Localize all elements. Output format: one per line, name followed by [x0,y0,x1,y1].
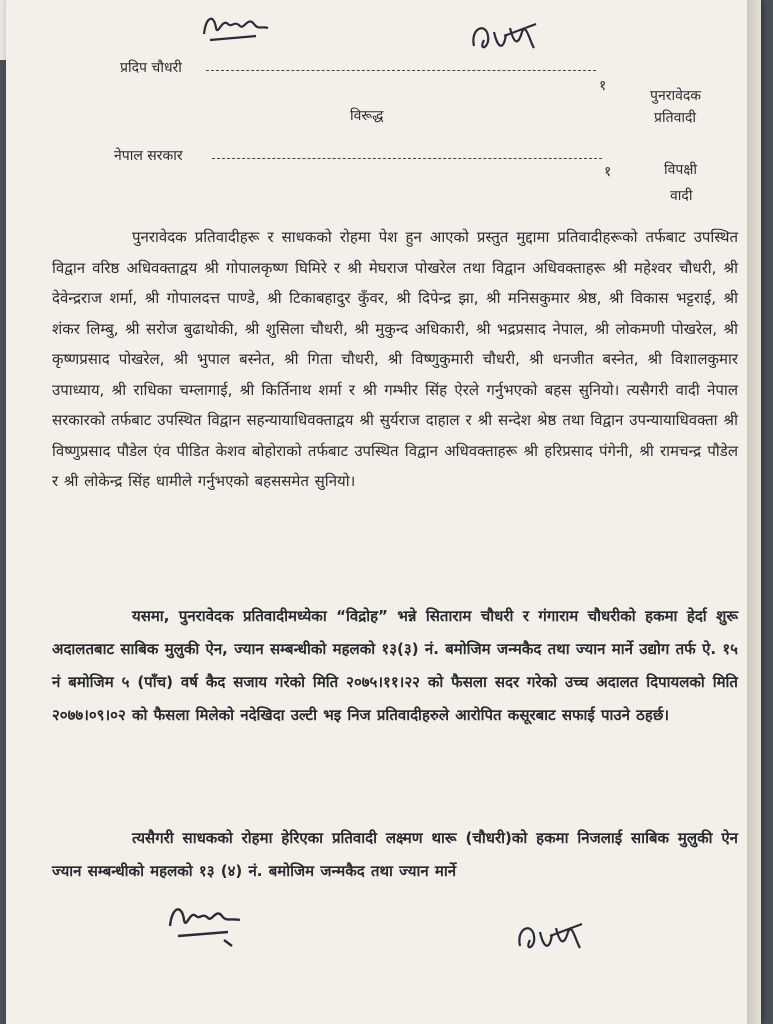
respondent-name: नेपाल सरकार [114,148,183,164]
respondent-mark: १ [604,164,612,180]
page-edge [747,0,761,1024]
paragraph-3: त्यसैगरी साधकको रोहमा हेरिएका प्रतिवादी लक्ष्मण थारू (चौधरी)को हकमा निजलाई साबिक मुलुकी ऐन ज्यान सम्बन्धीको महलको १३ (४) नं. बमोजिम जन्मकैद तथा ज्यान मार्ने [52,829,738,880]
appellant-role-1: पुनरावेदक [650,88,702,104]
signature-top-left [196,6,276,48]
dash-line-1 [206,70,596,71]
paragraph-2: यसमा, पुनरावेदक प्रतिवादीमध्येका “विद्रोह” भन्ने सिताराम चौधरी र गंगाराम चौधरीको हकमा हेर्दा शुरू अदालतबाट साबिक मुलुकी ऐन, ज्यान सम्बन्धीको महलको १३(३) नं. बमोजिम जन्मकैद तथा ज्यान मार्ने उद्योग तर्फ ऐ. १५ नं बमोजिम ५ (पाँच) वर्ष कैद सजाय गरेको मिति २०७५।११।२२ को फैसला सदर गरेको उच्च अदालत दिपायलको मिति २०७७।०९।०२ को फैसला मिलेको नदेखिदा उल्टी भइ निज प्रतिवादीहरुले आरोपित कसूरबाट सफाई पाउने ठहर्छ। [52,607,738,724]
dash-line-2 [212,158,602,159]
versus-label: विरूद्ध [350,108,384,124]
document-page [6,0,761,1024]
signature-top-right [464,14,542,64]
respondent-role-2: वादी [670,188,693,204]
signature-bottom-right [510,912,590,964]
signature-bottom-left [162,896,252,952]
appellant-mark: १ [599,78,607,94]
appellant-role-2: प्रतिवादी [654,110,697,126]
respondent-role-1: विपक्षी [664,162,698,178]
paragraph-1: पुनरावेदक प्रतिवादीहरू र साधकको रोहमा पेश हुन आएको प्रस्तुत मुद्दामा प्रतिवादीहरूको तर्फबाट उपस्थित विद्वान वरिष्ठ अधिवक्ताद्वय श्री गोपालकृष्ण घिमिरे र श्री मेघराज पोखरेल तथा विद्वान अधिवक्ताहरू श्री महेश्वर चौधरी, श्री देवेन्द्रराज शर्मा, श्री गोपालदत्त पाण्डे, श्री टिकाबहादुर कुँवर, श्री दिपेन्द्र झा, श्री मनिसकुमार श्रेष्ठ, श्री विकास भट्टराई, श्री शंकर लिम्बु, श्री सरोज बुढाथोकी, श्री शुसिला चौधरी, श्री मुकुन्द अधिकारी, श्री भद्रप्रसाद नेपाल, श्री लोकमणी पोखरेल, श्री कृष्णप्रसाद पोखरेल, श्री भुपाल बस्नेत, श्री गिता चौधरी, श्री विष्णुकुमारी चौधरी, श्री धनजीत बस्नेत, श्री विशालकुमार उपाध्याय, श्री राधिका चम्लागाई, श्री किर्तिनाथ शर्मा र श्री गम्भीर सिंह ऐरले गर्नुभएको बहस सुनियो। त्यसैगरी वादी नेपाल सरकारको तर्फबाट उपस्थित विद्वान सहन्यायाधिवक्ताद्वय श्री सुर्यराज दाहाल र श्री सन्देश श्रेष्ठ तथा विद्वान उपन्यायाधिवक्ता श्री विष्णुप्रसाद पौडेल एंव पीडित केशव बोहोराको तर्फबाट उपस्थित विद्वान अधिवक्ताहरू श्री हरिप्रसाद पंगेनी, श्री रामचन्द्र पौडेल र श्री लोकेन्द्र सिंह धामीले गर्नुभएको बहससमेत सुनियो। [52,228,738,490]
appellant-name: प्रदिप चौधरी [120,60,182,76]
